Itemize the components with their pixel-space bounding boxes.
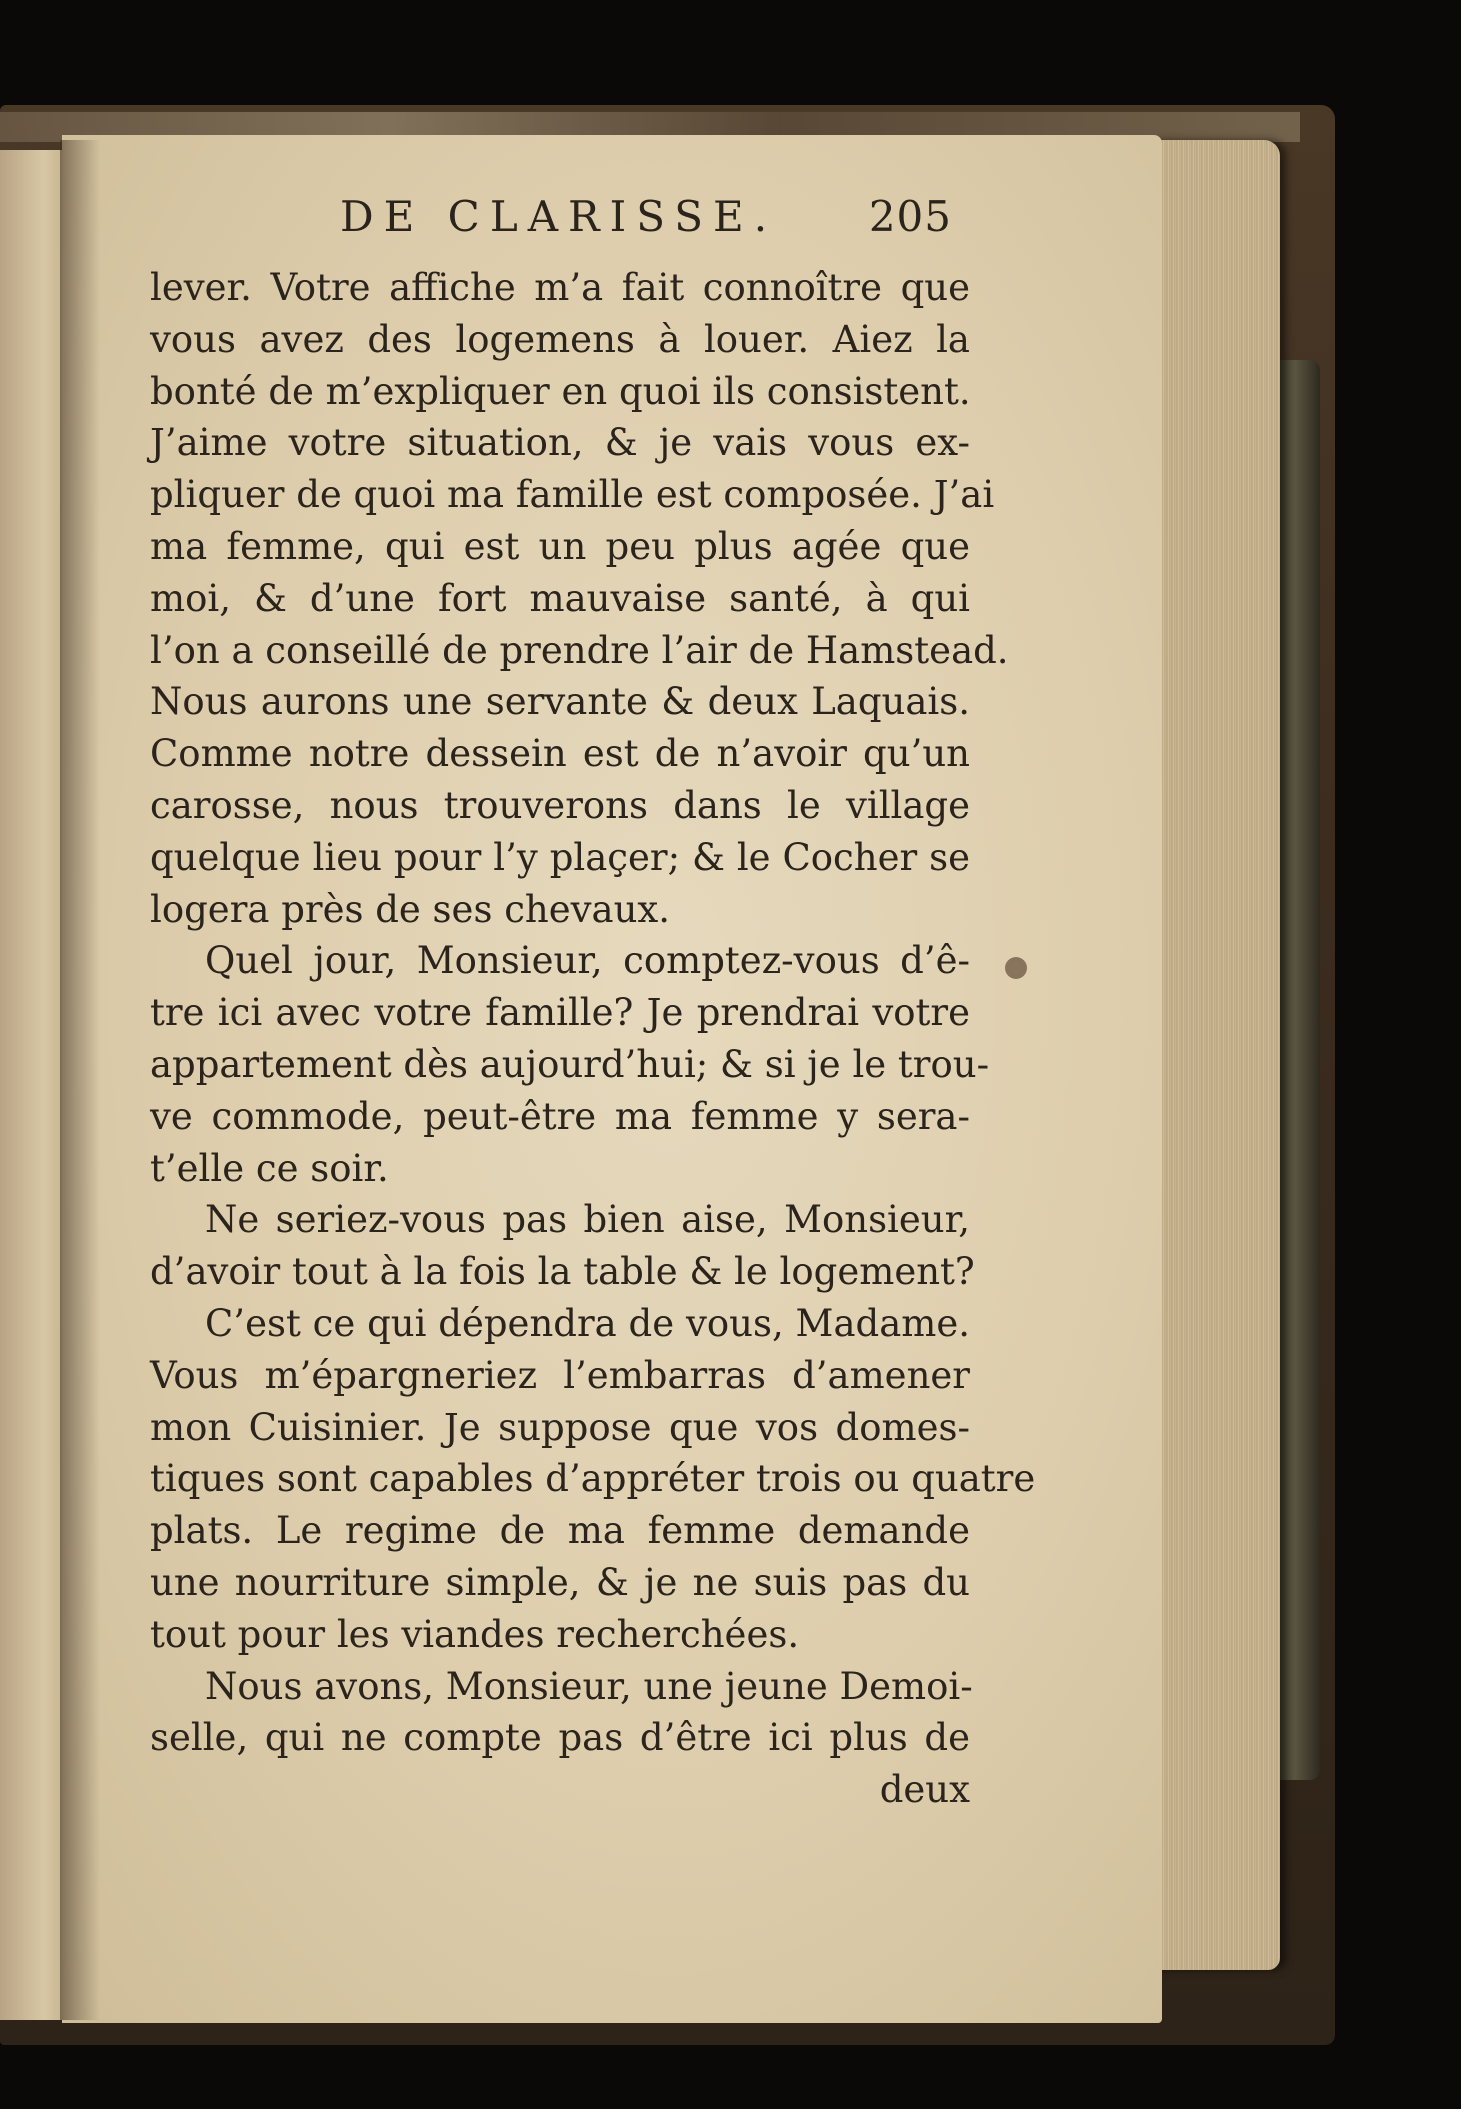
text-line: tiques sont capables d’appréter trois ou quatre [150, 1457, 1036, 1501]
foxing-spot [1005, 957, 1027, 979]
text-line: Comme notre dessein est de n’avoir qu’un [150, 732, 970, 776]
page-number: 205 [868, 192, 952, 241]
left-page-edge [0, 150, 64, 2020]
text-line: Vous m’épargneriez l’embarras d’amener [150, 1353, 970, 1397]
text-line: moi, & d’une fort mauvaise santé, à qui [150, 576, 970, 620]
running-title: DE CLARISSE. [340, 192, 778, 241]
text-line: Nous avons, Monsieur, une jeune Demoi- [205, 1664, 973, 1708]
catchword: deux [879, 1768, 970, 1812]
text-line: Quel jour, Monsieur, comptez-vous d’ê- [205, 939, 970, 983]
text-line: ma femme, qui est un peu plus agée que [150, 524, 970, 568]
page-block-edges [1150, 140, 1280, 1970]
gutter-shadow [60, 140, 100, 2020]
text-line: bonté de m’expliquer en quoi ils consistent. [150, 369, 971, 413]
text-line: plats. Le regime de ma femme demande [150, 1509, 970, 1553]
running-head [150, 192, 970, 262]
text-line: t’elle ce soir. [150, 1146, 389, 1190]
text-line: Nous aurons une servante & deux Laquais. [150, 680, 970, 724]
text-line: Ne seriez-vous pas bien aise, Monsieur, [205, 1198, 970, 1242]
text-line: tre ici avec votre famille? Je prendrai votre [150, 991, 970, 1035]
text-line: tout pour les viandes recherchées. [150, 1612, 800, 1656]
text-line: appartement dès aujourd’hui; & si je le trou- [150, 1042, 990, 1086]
text-line: vous avez des logemens à louer. Aiez la [150, 317, 970, 361]
text-line: pliquer de quoi ma famille est composée. J’ai [150, 473, 995, 517]
text-line: l’on a conseillé de prendre l’air de Hamstead. [150, 628, 1009, 672]
text-line: mon Cuisinier. Je suppose que vos domes- [150, 1405, 970, 1449]
text-line: une nourriture simple, & je ne suis pas du [150, 1560, 970, 1604]
text-line: selle, qui ne compte pas d’être ici plus de [150, 1716, 970, 1760]
text-lines [150, 262, 1036, 1764]
text-line: ve commode, peut-être ma femme y sera- [150, 1094, 970, 1138]
text-line: logera près de ses chevaux. [150, 887, 671, 931]
text-line: J’aime votre situation, & je vais vous ex- [150, 421, 970, 465]
text-line: lever. Votre affiche m’a fait connoître que [150, 266, 970, 309]
text-line: carosse, nous trouverons dans le village [150, 783, 970, 827]
page-text [150, 192, 1036, 1816]
text-line: C’est ce qui dépendra de vous, Madame. [205, 1301, 970, 1345]
text-line: d’avoir tout à la fois la table & le logement? [150, 1250, 975, 1294]
text-line: quelque lieu pour l’y plaçer; & le Cocher se [150, 835, 970, 879]
